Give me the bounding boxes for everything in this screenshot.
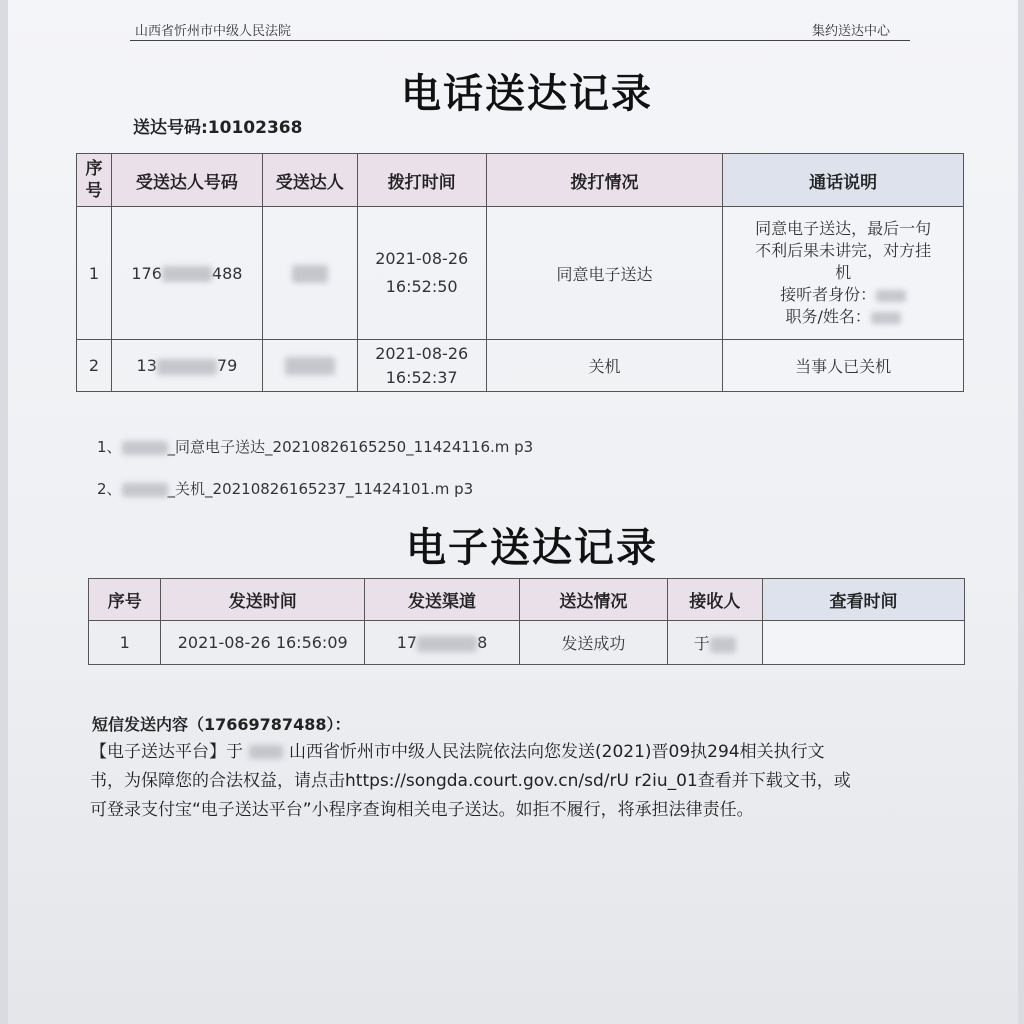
table-row: [77, 207, 964, 340]
phone-record-title: 电话送达记录: [401, 71, 653, 117]
row-call-status: 关机: [486, 340, 723, 392]
col-view-time-header: 查看时间: [762, 579, 964, 621]
redaction-blur: [876, 290, 906, 302]
row-phone: 13 79: [111, 340, 262, 392]
redaction-blur: [292, 265, 328, 283]
electronic-record-table: [88, 578, 965, 665]
row-call-time: 2021-08-26 16:52:50: [357, 207, 486, 340]
redaction-blur: [871, 312, 901, 324]
row-call-note: 当事人已关机: [723, 340, 964, 392]
col-send-time-header: 发送时间: [161, 579, 365, 621]
row-send-time: 2021-08-26 16:56:09: [161, 621, 365, 665]
redaction-blur: [122, 483, 168, 497]
table-row: [89, 621, 965, 665]
col-receiver-header: 接收人: [667, 579, 762, 621]
row-call-time: 2021-08-26 16:52:37: [357, 340, 486, 392]
col-index-header: 序号: [77, 154, 112, 207]
col-status-header: 送达情况: [520, 579, 668, 621]
row-recipient: [262, 340, 357, 392]
col-recipient-header: 受送达人: [262, 154, 357, 207]
electronic-record-title: 电子送达记录: [406, 525, 658, 571]
col-call-status-header: 拨打情况: [486, 154, 723, 207]
table-header-row: [77, 154, 964, 207]
redaction-blur: [417, 636, 477, 652]
row-phone: 176 488: [111, 207, 262, 340]
col-index-header: 序号: [89, 579, 161, 621]
table-row: [77, 340, 964, 392]
col-channel-header: 发送渠道: [365, 579, 520, 621]
redaction-blur: [285, 357, 335, 375]
col-call-time-header: 拨打时间: [357, 154, 486, 207]
col-call-note-header: 通话说明: [723, 154, 964, 207]
row-index: 1: [77, 207, 112, 340]
row-channel: 17 8: [365, 621, 520, 665]
row-index: 1: [89, 621, 161, 665]
header-divider: [130, 40, 910, 41]
row-view-time: [762, 621, 964, 665]
header-center: 集约送达中心: [812, 24, 891, 39]
sms-label: 短信发送内容（17669787488）：: [92, 715, 351, 734]
redaction-blur: [122, 441, 168, 455]
redaction-blur: [710, 637, 736, 653]
header-court: 山西省忻州市中级人民法院: [135, 24, 292, 39]
sms-content: 【电子送达平台】于 山西省忻州市中级人民法院依法向您发送(2021)晋09执294相关执行文 书，为保障您的合法权益，请点击https://songda.court.gov.cn/sd/rU r2iu_01查看并下载文书，或 可登录支付宝“电子送达平台”小程序查询相关电子送达。如拒不履行，将承担法律责任。: [90, 742, 851, 820]
row-call-status: 同意电子送达: [486, 207, 723, 340]
table-header-row: [89, 579, 965, 621]
phone-record-table: [76, 153, 964, 392]
row-index: 2: [77, 340, 112, 392]
audio-file-2: 2、 _关机_20210826165237_11424101.m p3: [97, 480, 474, 498]
row-call-note: 同意电子送达，最后一句 不利后果未讲完，对方挂 机 接听者身份： 职务/姓名：: [723, 207, 964, 340]
redaction-blur: [162, 266, 212, 282]
audio-file-1: 1、 _同意电子送达_20210826165250_11424116.m p3: [97, 438, 534, 456]
row-receiver: 于: [667, 621, 762, 665]
redaction-blur: [157, 359, 217, 375]
row-status: 发送成功: [520, 621, 668, 665]
redaction-blur: [249, 745, 283, 759]
col-phone-header: 受送达人号码: [111, 154, 262, 207]
document-number: 送达号码:10102368: [133, 118, 303, 138]
row-recipient: [262, 207, 357, 340]
